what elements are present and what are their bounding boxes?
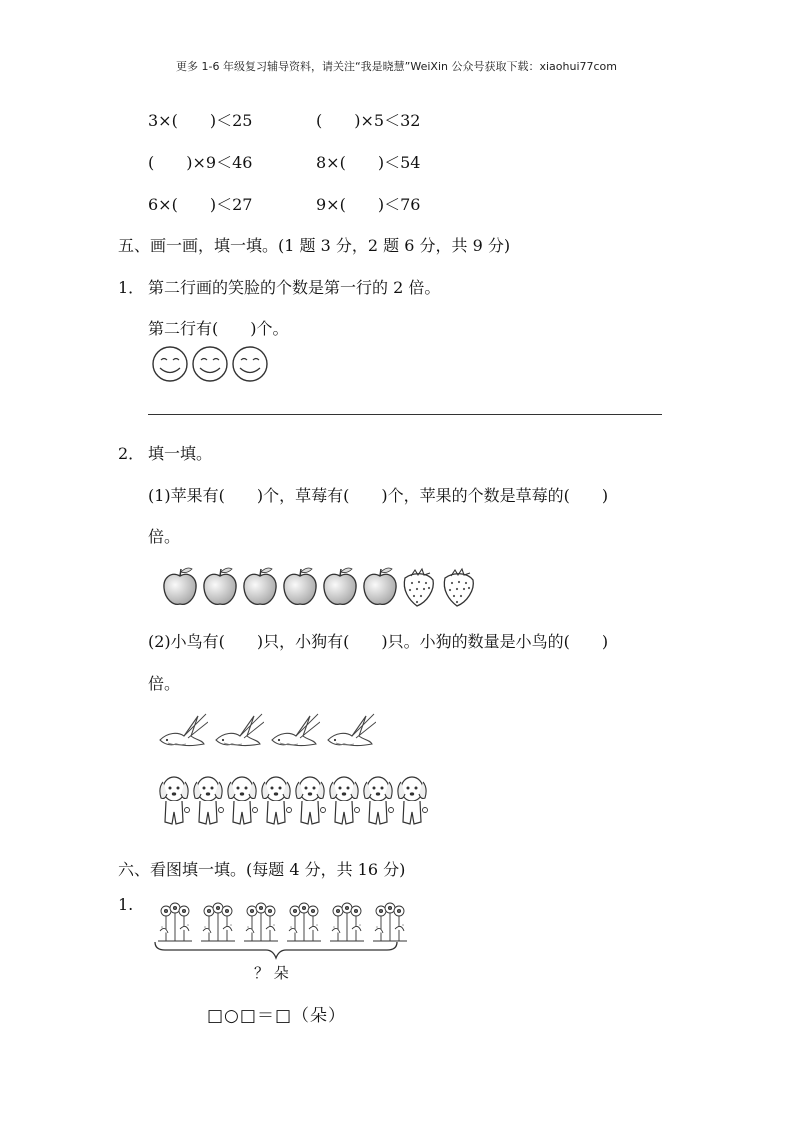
question-2-part2-line2: 倍。: [148, 674, 181, 693]
smiley-row: [150, 346, 270, 383]
inequality-3a: 6×( )＜27: [148, 195, 253, 214]
puppy-icon: [225, 772, 258, 828]
inequality-1b: ( )×5＜32: [316, 111, 421, 130]
smiley-face-icon: [190, 346, 230, 383]
section-6-title: 六、看图填一填。(每题 4 分，共 16 分): [118, 860, 406, 879]
flower-icon: [238, 901, 280, 943]
drawing-answer-line: [148, 414, 662, 415]
dog-row: [157, 772, 428, 828]
brace-label: ？ 朵: [254, 964, 289, 982]
question-2-text: 填一填。: [148, 444, 213, 463]
bird-row: [158, 710, 376, 750]
apple-icon: [201, 566, 239, 608]
smiley-face-icon: [230, 346, 270, 383]
curly-brace: [153, 940, 399, 962]
question-1-number: 1．: [118, 278, 145, 297]
bird-icon: [214, 710, 264, 750]
question-2-number: 2．: [118, 444, 145, 463]
puppy-icon: [327, 772, 360, 828]
flower-icon: [195, 901, 237, 943]
fruit-row: [161, 566, 477, 608]
apple-icon: [321, 566, 359, 608]
puppy-icon: [157, 772, 190, 828]
question-2-part2-line1: (2)小鸟有( )只，小狗有( )只。小狗的数量是小鸟的( ): [148, 632, 609, 651]
question-1-answer: 第二行有( )个。: [148, 319, 289, 338]
inequality-1a: 3×( )＜25: [148, 111, 253, 130]
question-2-part1-line2: 倍。: [148, 527, 181, 546]
puppy-icon: [361, 772, 394, 828]
smiley-face-icon: [150, 346, 190, 383]
flower-icon: [324, 901, 366, 943]
strawberry-icon: [439, 566, 477, 608]
section-5-title: 五、画一画，填一填。(1 题 3 分，2 题 6 分，共 9 分): [118, 236, 511, 255]
question-1-text: 第二行画的笑脸的个数是第一行的 2 倍。: [148, 278, 441, 297]
inequality-2a: ( )×9＜46: [148, 153, 253, 172]
equation-template: □○□＝□（朵）: [207, 1006, 347, 1026]
puppy-icon: [259, 772, 292, 828]
apple-icon: [281, 566, 319, 608]
flower-icon: [281, 901, 323, 943]
puppy-icon: [293, 772, 326, 828]
apple-icon: [241, 566, 279, 608]
question-2-part1-line1: (1)苹果有( )个，草莓有( )个，苹果的个数是草莓的( ): [148, 486, 609, 505]
inequality-2b: 8×( )＜54: [316, 153, 421, 172]
apple-icon: [361, 566, 399, 608]
flower-icon: [152, 901, 194, 943]
flower-row: [152, 901, 409, 943]
section-6-question-1-number: 1.: [118, 895, 134, 914]
strawberry-icon: [399, 566, 437, 608]
apple-icon: [161, 566, 199, 608]
puppy-icon: [395, 772, 428, 828]
page-header: 更多 1-6 年级复习辅导资料，请关注“我是晓慧”WeiXin 公众号获取下载：xiaohui77com: [176, 60, 617, 73]
puppy-icon: [191, 772, 224, 828]
inequality-3b: 9×( )＜76: [316, 195, 421, 214]
bird-icon: [270, 710, 320, 750]
bird-icon: [158, 710, 208, 750]
bird-icon: [326, 710, 376, 750]
flower-icon: [367, 901, 409, 943]
